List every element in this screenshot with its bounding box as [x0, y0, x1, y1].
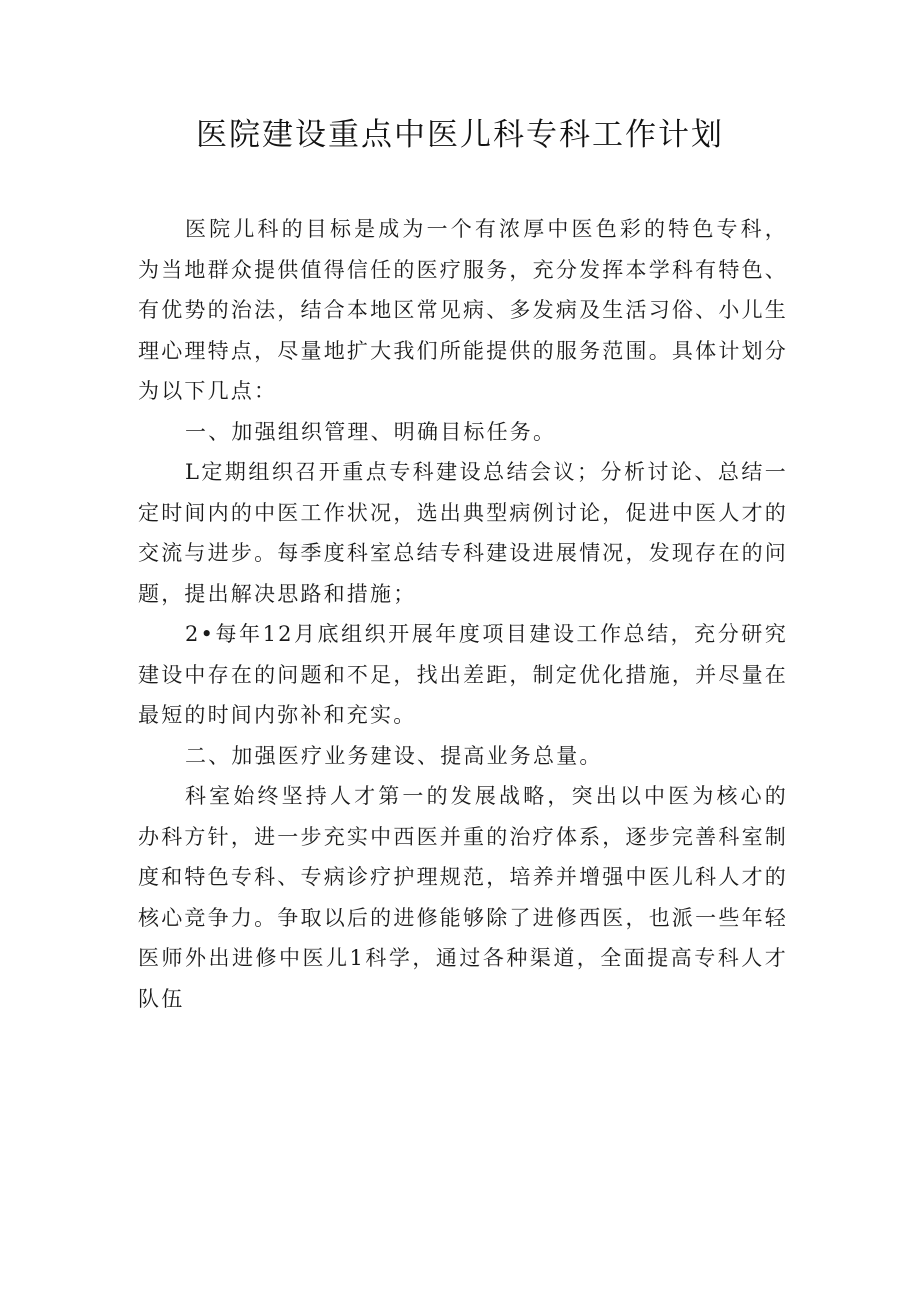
list-item-1: L定期组织召开重点专科建设总结会议；分析讨论、总结一定时间内的中医工作状况，选出典型病例讨论，促进中医人才的交流与进步。每季度科室总结专科建设进展情况，发现存在的问题，提出解决思路和措施； [138, 460, 788, 606]
section-heading-2: 二、加强医疗业务建设、提高业务总量。 [185, 743, 603, 768]
list-item-2: 2•每年12月底组织开展年度项目建设工作总结，充分研究建设中存在的问题和不足，找出差距，制定优化措施，并尽量在最短的时间内弥补和充实。 [138, 622, 788, 727]
document-body [138, 209, 788, 1019]
document-title: 医院建设重点中医儿科专科工作计划 [196, 117, 724, 153]
intro-paragraph: 医院儿科的目标是成为一个有浓厚中医色彩的特色专科，为当地群众提供值得信任的医疗服务，充分发挥本学科有特色、有优势的治法，结合本地区常见病、多发病及生活习俗、小儿生理心理特点，尽量地扩大我们所能提供的服务范围。具体计划分为以下几点： [138, 217, 788, 403]
section-2-paragraph: 科室始终坚持人才第一的发展战略，突出以中医为核心的办科方针，进一步充实中西医并重的治疗体系，逐步完善科室制度和特色专科、专病诊疗护理规范，培养并增强中医儿科人才的核心竞争力。争取以后的进修能够除了进修西医，也派一些年轻医师外出进修中医儿1科学，通过各种渠道，全面提高专科人才队伍 [138, 784, 788, 1011]
section-heading-1: 一、加强组织管理、明确目标任务。 [185, 419, 557, 444]
